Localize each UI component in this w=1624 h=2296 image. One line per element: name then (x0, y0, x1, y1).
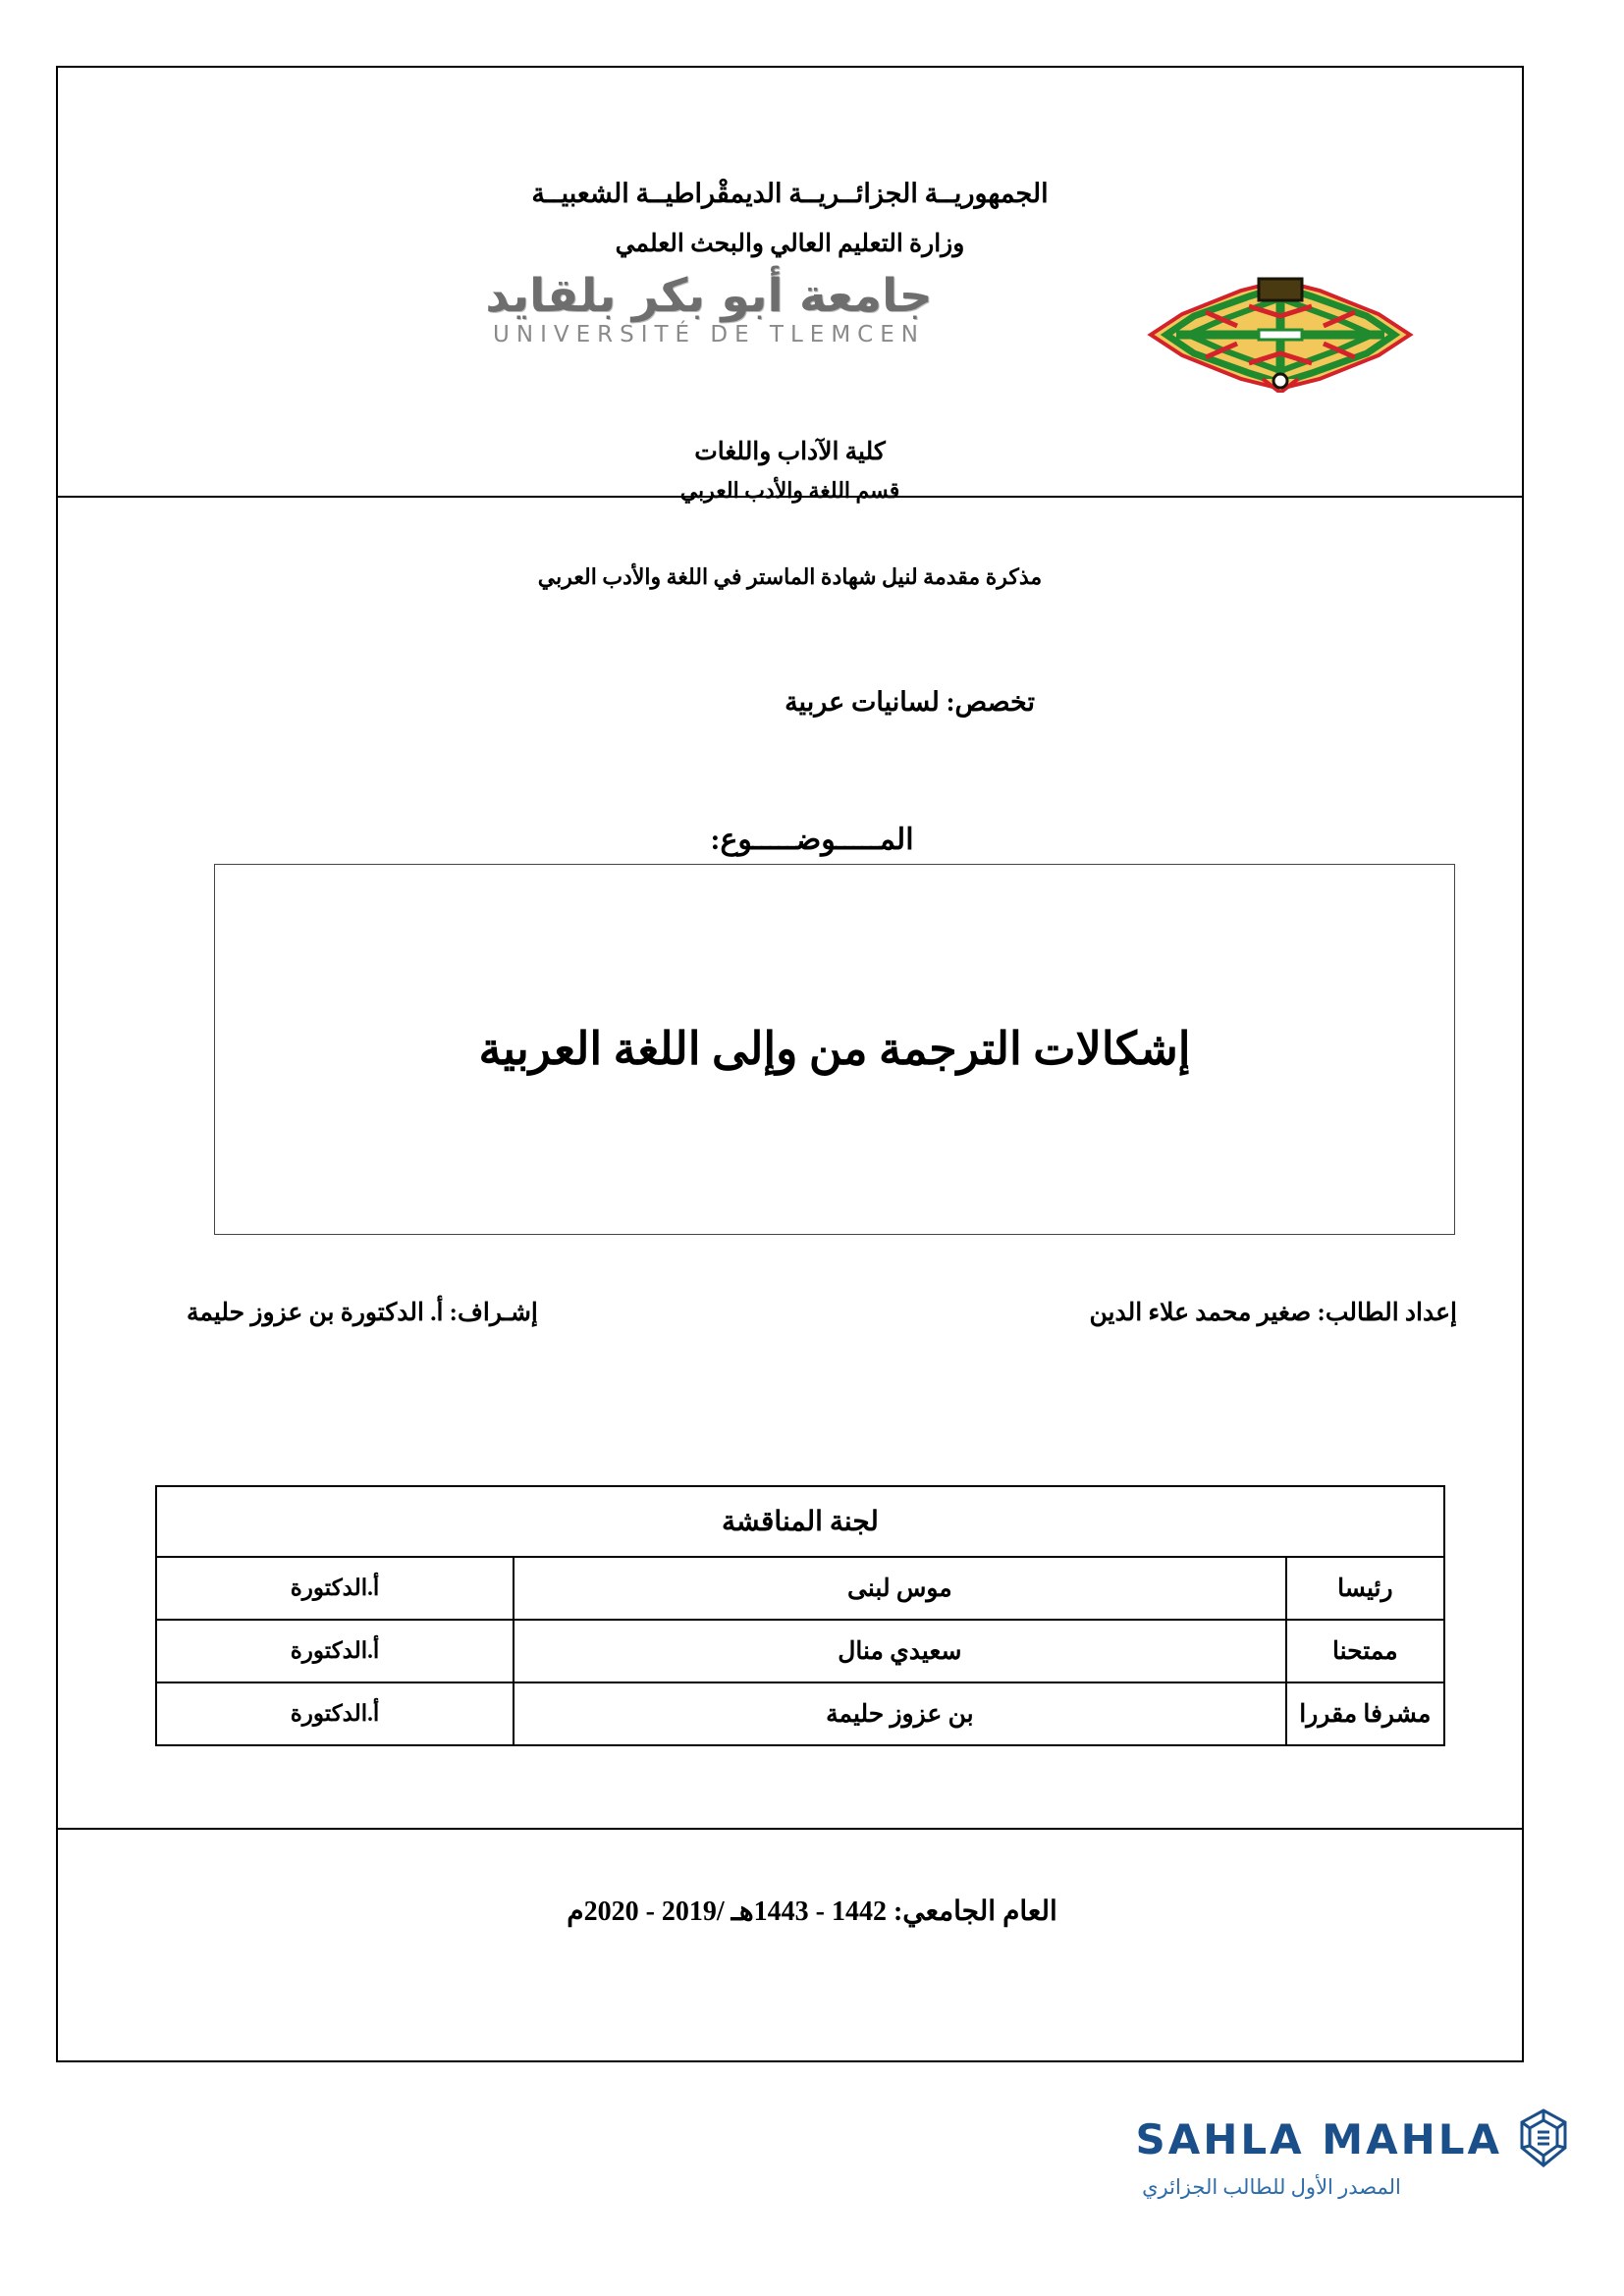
committee-role: ممتحنا (1286, 1620, 1444, 1682)
thesis-title-box (214, 864, 1455, 1235)
table-row (156, 1682, 1444, 1745)
thesis-title: إشكالات الترجمة من وإلى اللغة العربية (478, 1023, 1191, 1074)
brand-name: SAHLA MAHLA (1135, 2114, 1502, 2163)
committee-caption-row (156, 1486, 1444, 1557)
authors-row (187, 1298, 1457, 1327)
university-name-arabic: جامعة أبو بكر بلقايد (485, 269, 933, 323)
supervisor-name: إشـراف: أ. الدكتورة بن عزوز حليمة (187, 1300, 538, 1326)
academic-year: العام الجامعي: 1442 - 1443هـ /2019 - 2020م (567, 1896, 1057, 1927)
committee-member-name: سعيدي منال (514, 1620, 1286, 1682)
subject-label: المـــــوضـــــوع: (710, 824, 914, 856)
thesis-statement: مذكرة مقدمة لنيل شهادة الماستر في اللغة والأدب العربي (537, 564, 1043, 589)
committee-rank: أ.الدكتورة (156, 1682, 514, 1745)
specialization-line: تخصص: لسانيات عربية (785, 687, 1035, 717)
university-logo (213, 269, 1205, 348)
university-name-french: UNIVERSITÉ DE TLEMCEN (493, 322, 925, 348)
table-row (156, 1557, 1444, 1620)
brand-tagline: المصدر الأول للطالب الجزائري (1142, 2175, 1401, 2199)
department-name: قسم اللغة والأدب العربي (679, 478, 900, 503)
committee-role: رئيسا (1286, 1557, 1444, 1620)
table-row (156, 1620, 1444, 1682)
committee-member-name: بن عزوز حليمة (514, 1682, 1286, 1745)
ministry-title: وزارة التعليم العالي والبحث العلمي (615, 231, 965, 257)
brand-watermark (1041, 2109, 1571, 2226)
footer-divider-rule (56, 1828, 1524, 1830)
faculty-name: كلية الآداب واللغات (694, 439, 886, 465)
committee-rank: أ.الدكتورة (156, 1557, 514, 1620)
university-emblem-icon (1147, 277, 1414, 393)
committee-rank: أ.الدكتورة (156, 1620, 514, 1682)
committee-member-name: موس لبنى (514, 1557, 1286, 1620)
republic-title: الجمهوريــة الجزائــريــة الديمقْراطيــة الشعبيــة (531, 179, 1049, 208)
committee-role: مشرفا مقررا (1286, 1682, 1444, 1745)
student-name: إعداد الطالب: صغير محمد علاء الدين (1089, 1300, 1457, 1326)
committee-caption: لجنة المناقشة (156, 1486, 1444, 1557)
committee-table (155, 1485, 1445, 1746)
sahla-mahla-logo-icon (1516, 2109, 1571, 2169)
